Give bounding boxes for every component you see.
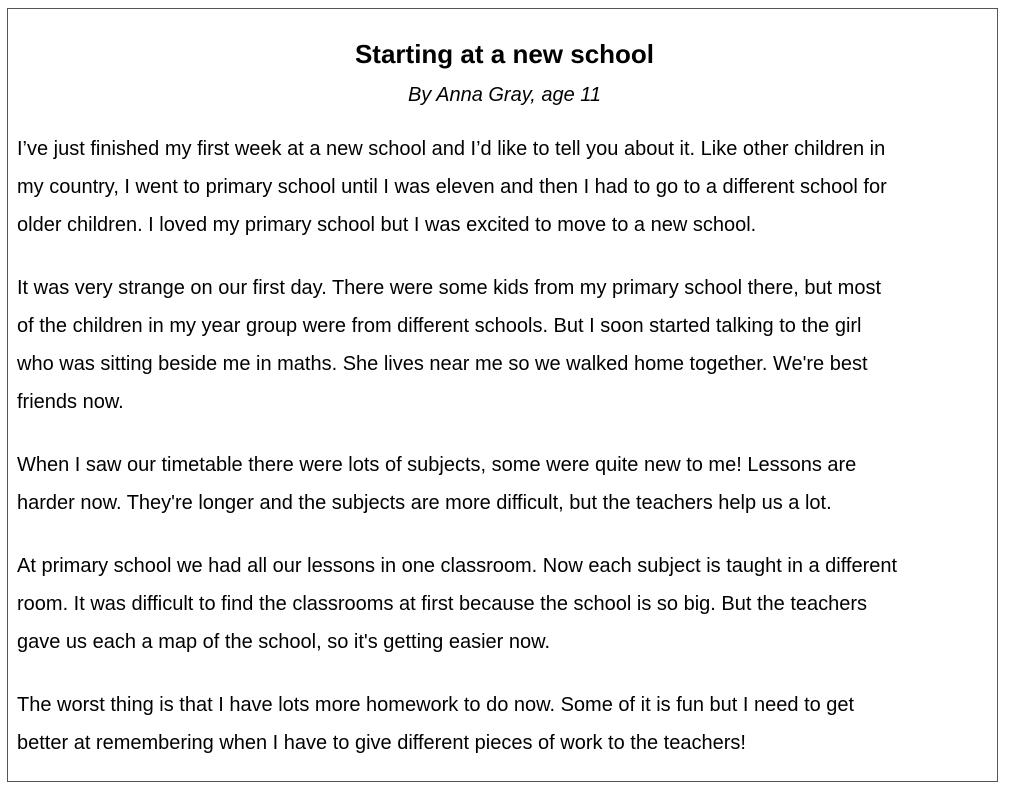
paragraph-line: The worst thing is that I have lots more homework to do now. Some of it is fun but I need to get: [17, 694, 855, 716]
paragraph-2: [17, 269, 992, 421]
article-byline: By Anna Gray, age 11: [407, 84, 602, 106]
paragraph-4: [17, 547, 992, 661]
paragraph-line: At primary school we had all our lessons in one classroom. Now each subject is taught in a different: [17, 555, 898, 577]
article-title: Starting at a new school: [354, 39, 655, 69]
paragraph-line: who was sitting beside me in maths. She lives near me so we walked home together. We're best: [17, 353, 868, 375]
paragraph-line: harder now. They're longer and the subjects are more difficult, but the teachers help us a lot.: [17, 492, 832, 514]
paragraph-line: friends now.: [17, 391, 124, 413]
paragraph-line: gave us each a map of the school, so it's getting easier now.: [17, 631, 551, 653]
paragraph-line: It was very strange on our first day. There were some kids from my primary school there, but most: [17, 277, 882, 299]
paragraph-line: When I saw our timetable there were lots of subjects, some were quite new to me! Lessons are: [17, 454, 857, 476]
paragraph-line: of the children in my year group were from different schools. But I soon started talking to the girl: [17, 315, 862, 337]
paragraph-line: older children. I loved my primary school but I was excited to move to a new school.: [17, 214, 757, 236]
paragraph-5: [17, 686, 992, 762]
paragraph-line: better at remembering when I have to give different pieces of work to the teachers!: [17, 732, 746, 754]
paragraph-line: I’ve just finished my first week at a new school and I’d like to tell you about it. Like other children in: [17, 138, 886, 160]
paragraph-line: my country, I went to primary school until I was eleven and then I had to go to a different school for: [17, 176, 887, 198]
paragraph-1: [17, 130, 992, 244]
paragraph-line: room. It was difficult to find the classrooms at first because the school is so big. But the teachers: [17, 593, 868, 615]
paragraph-3: [17, 446, 992, 522]
